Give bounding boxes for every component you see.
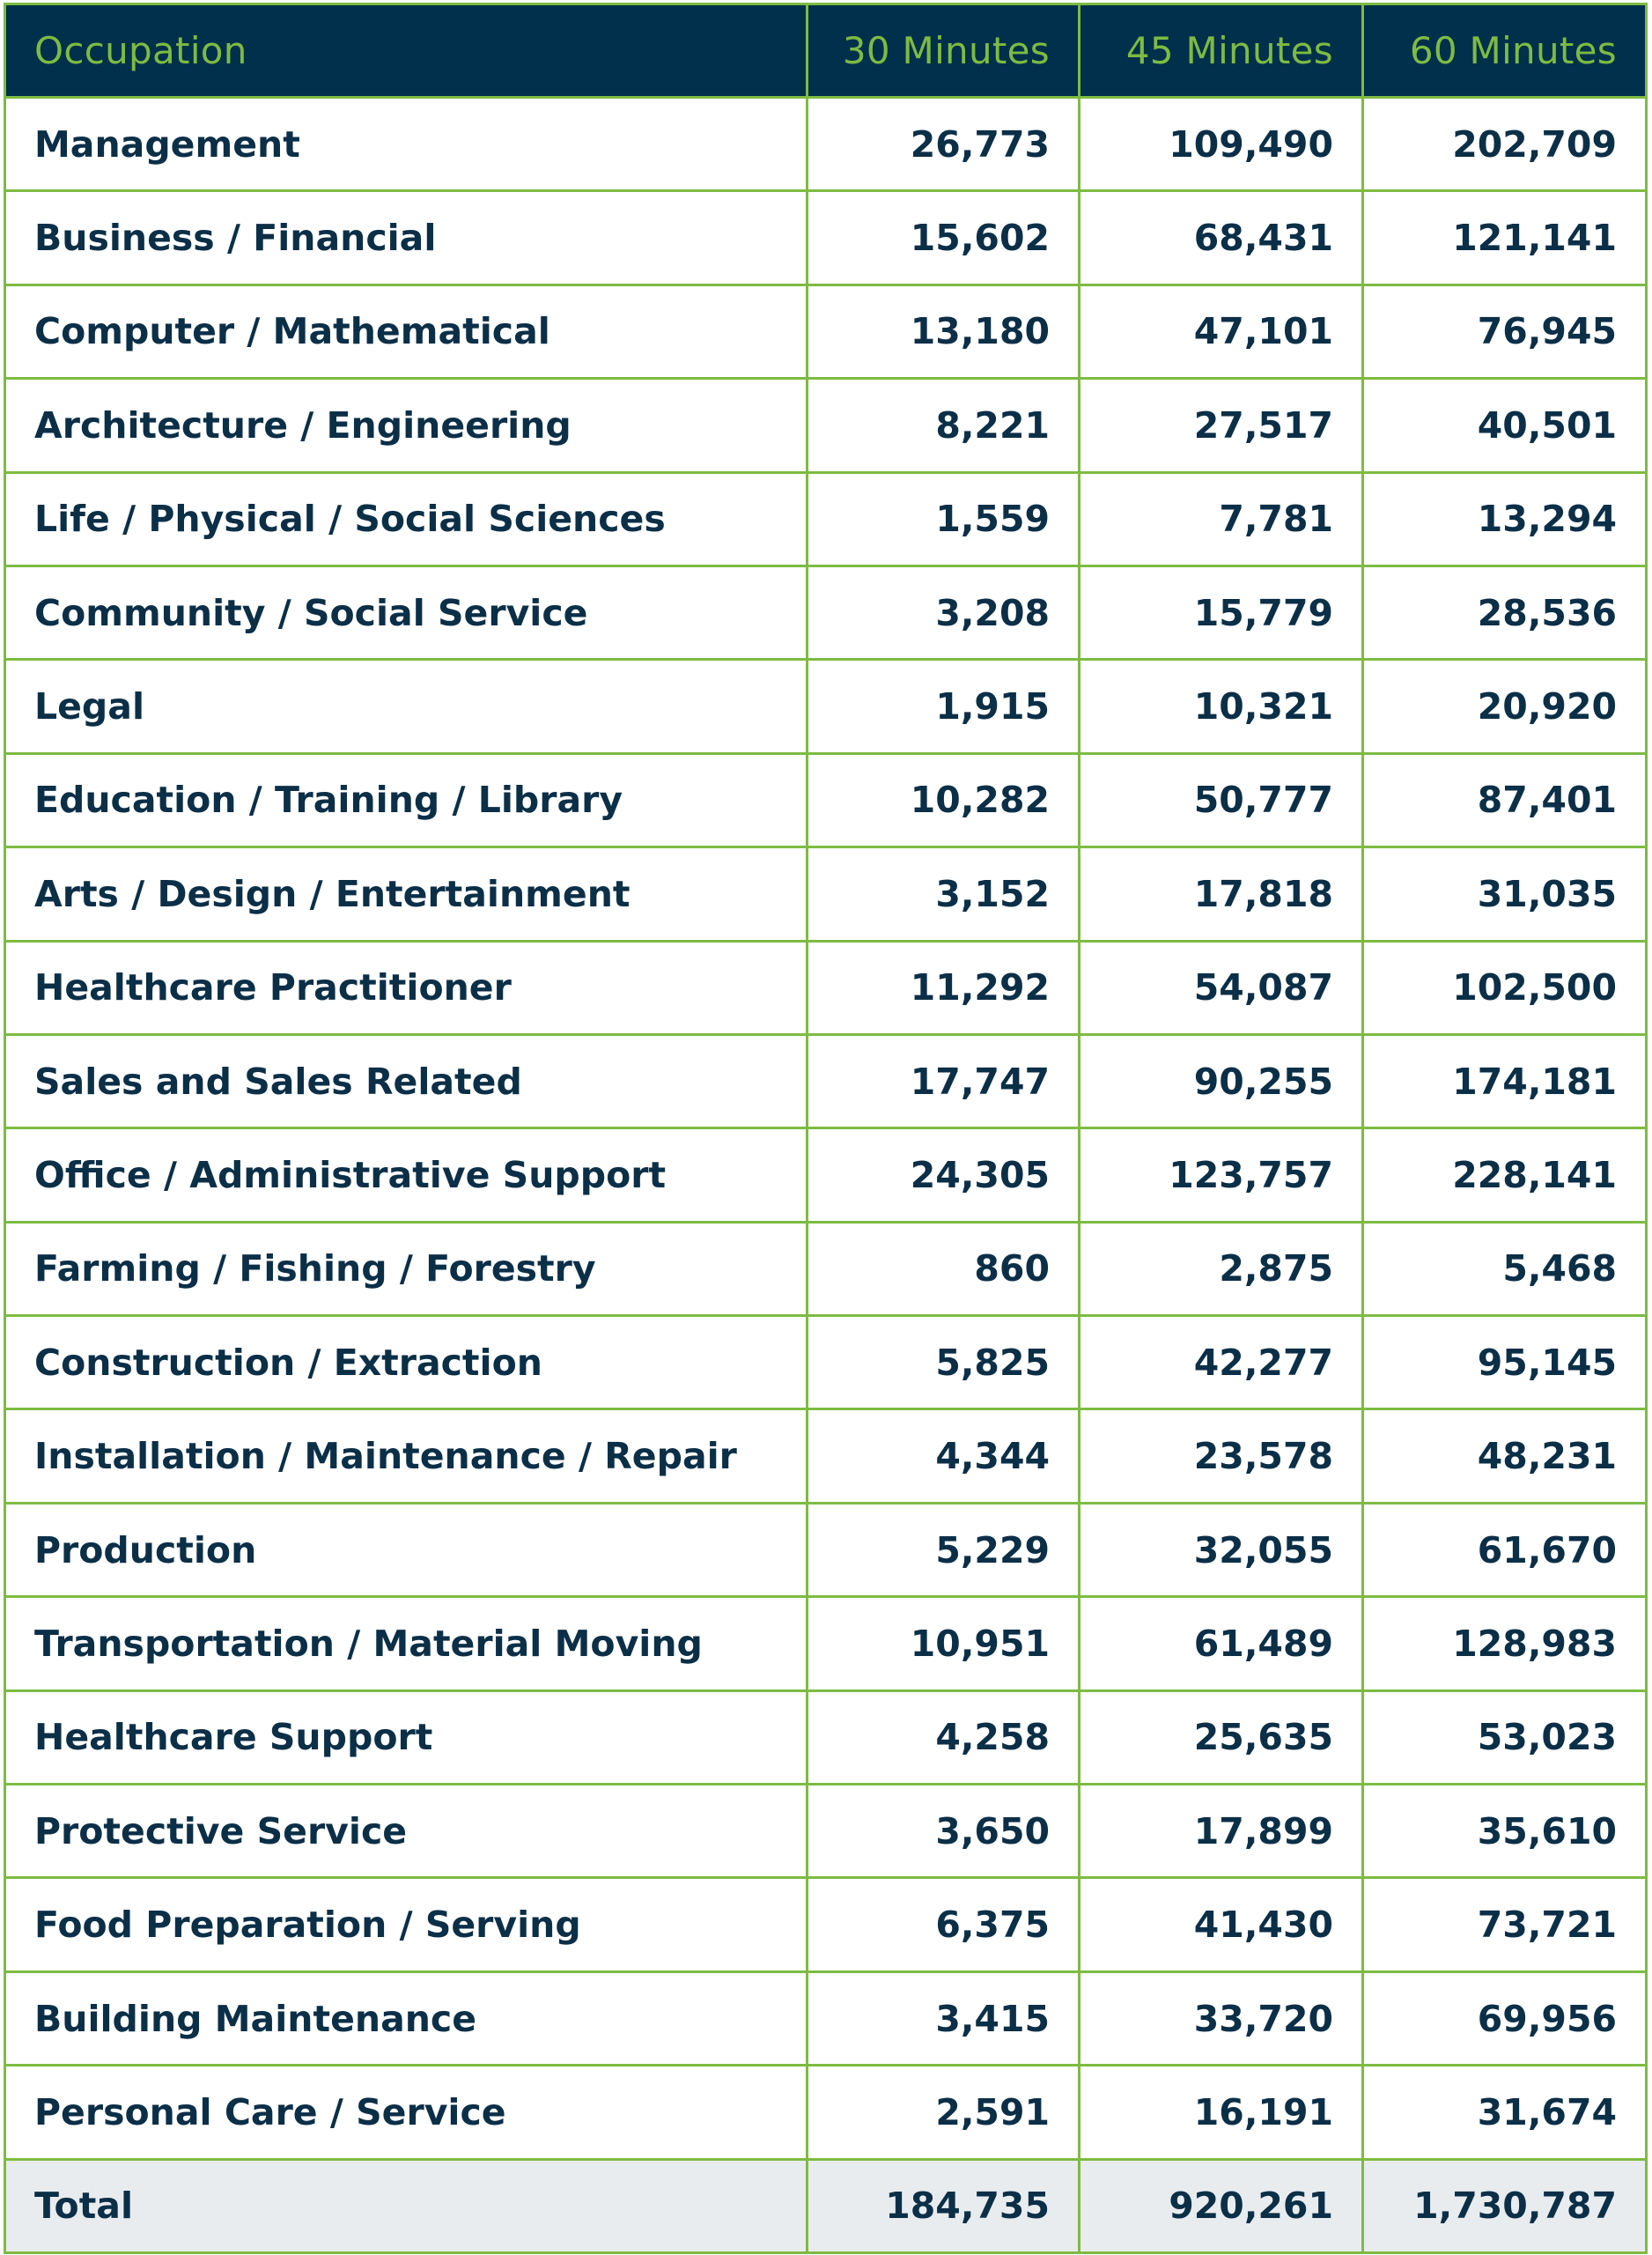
value-30-minutes-cell: 10,282 <box>808 753 1080 847</box>
value-30-minutes-cell: 4,258 <box>808 1690 1080 1784</box>
table-row <box>5 98 1647 191</box>
occupation-cell: Community / Social Service <box>5 566 808 659</box>
occupation-cell: Sales and Sales Related <box>5 1034 808 1128</box>
value-45-minutes-cell: 17,899 <box>1080 1785 1363 1878</box>
value-30-minutes-cell: 3,152 <box>808 847 1080 941</box>
value-45-minutes-cell: 68,431 <box>1080 191 1363 285</box>
value-45-minutes-cell: 90,255 <box>1080 1034 1363 1128</box>
occupation-cell: Office / Administrative Support <box>5 1128 808 1222</box>
header-occupation: Occupation <box>5 4 808 98</box>
occupation-cell: Architecture / Engineering <box>5 379 808 472</box>
table-row <box>5 1409 1647 1503</box>
occupation-cell: Installation / Maintenance / Repair <box>5 1409 808 1503</box>
table-row <box>5 1034 1647 1128</box>
value-45-minutes-cell: 2,875 <box>1080 1222 1363 1315</box>
occupation-cell: Farming / Fishing / Forestry <box>5 1222 808 1315</box>
value-60-minutes-cell: 31,674 <box>1363 2066 1647 2159</box>
value-60-minutes-cell: 28,536 <box>1363 566 1647 659</box>
occupation-cell: Building Maintenance <box>5 1971 808 2065</box>
table-row <box>5 847 1647 941</box>
occupation-cell: Life / Physical / Social Sciences <box>5 472 808 566</box>
occupation-cell: Legal <box>5 660 808 753</box>
occupation-cell: Production <box>5 1503 808 1596</box>
table-row <box>5 191 1647 285</box>
value-30-minutes-cell: 5,229 <box>808 1503 1080 1596</box>
table-row <box>5 472 1647 566</box>
value-45-minutes-cell: 25,635 <box>1080 1690 1363 1784</box>
value-45-minutes-cell: 27,517 <box>1080 379 1363 472</box>
value-60-minutes-cell: 61,670 <box>1363 1503 1647 1596</box>
value-45-minutes-cell: 33,720 <box>1080 1971 1363 2065</box>
value-60-minutes-cell: 202,709 <box>1363 98 1647 191</box>
value-30-minutes-cell: 1,559 <box>808 472 1080 566</box>
value-60-minutes-cell: 69,956 <box>1363 1971 1647 2065</box>
value-60-minutes-cell: 102,500 <box>1363 941 1647 1034</box>
total-30-minutes: 184,735 <box>808 2159 1080 2252</box>
value-30-minutes-cell: 3,208 <box>808 566 1080 659</box>
value-45-minutes-cell: 17,818 <box>1080 847 1363 941</box>
value-45-minutes-cell: 15,779 <box>1080 566 1363 659</box>
value-45-minutes-cell: 61,489 <box>1080 1597 1363 1690</box>
occupation-cell: Construction / Extraction <box>5 1316 808 1409</box>
value-30-minutes-cell: 17,747 <box>808 1034 1080 1128</box>
header-45-minutes: 45 Minutes <box>1080 4 1363 98</box>
occupation-cell: Management <box>5 98 808 191</box>
value-60-minutes-cell: 128,983 <box>1363 1597 1647 1690</box>
occupation-cell: Healthcare Support <box>5 1690 808 1784</box>
value-30-minutes-cell: 26,773 <box>808 98 1080 191</box>
table-row <box>5 566 1647 659</box>
value-45-minutes-cell: 32,055 <box>1080 1503 1363 1596</box>
occupation-commute-table <box>4 3 1648 2254</box>
table-row <box>5 660 1647 753</box>
value-60-minutes-cell: 228,141 <box>1363 1128 1647 1222</box>
value-30-minutes-cell: 4,344 <box>808 1409 1080 1503</box>
table-row <box>5 941 1647 1034</box>
value-45-minutes-cell: 109,490 <box>1080 98 1363 191</box>
occupation-cell: Business / Financial <box>5 191 808 285</box>
value-60-minutes-cell: 121,141 <box>1363 191 1647 285</box>
total-60-minutes: 1,730,787 <box>1363 2159 1647 2252</box>
value-60-minutes-cell: 174,181 <box>1363 1034 1647 1128</box>
value-30-minutes-cell: 2,591 <box>808 2066 1080 2159</box>
value-60-minutes-cell: 95,145 <box>1363 1316 1647 1409</box>
table-row <box>5 379 1647 472</box>
value-30-minutes-cell: 3,415 <box>808 1971 1080 2065</box>
value-45-minutes-cell: 50,777 <box>1080 753 1363 847</box>
value-45-minutes-cell: 54,087 <box>1080 941 1363 1034</box>
table-row <box>5 1690 1647 1784</box>
table-row <box>5 1785 1647 1878</box>
value-30-minutes-cell: 1,915 <box>808 660 1080 753</box>
value-45-minutes-cell: 123,757 <box>1080 1128 1363 1222</box>
table-row <box>5 2066 1647 2159</box>
occupation-cell: Transportation / Material Moving <box>5 1597 808 1690</box>
value-60-minutes-cell: 31,035 <box>1363 847 1647 941</box>
value-30-minutes-cell: 13,180 <box>808 285 1080 378</box>
value-30-minutes-cell: 10,951 <box>808 1597 1080 1690</box>
value-30-minutes-cell: 6,375 <box>808 1878 1080 1971</box>
table-row <box>5 1597 1647 1690</box>
table-row <box>5 1878 1647 1971</box>
table-row <box>5 1128 1647 1222</box>
value-45-minutes-cell: 7,781 <box>1080 472 1363 566</box>
value-45-minutes-cell: 23,578 <box>1080 1409 1363 1503</box>
value-60-minutes-cell: 13,294 <box>1363 472 1647 566</box>
total-label: Total <box>5 2159 808 2252</box>
value-60-minutes-cell: 48,231 <box>1363 1409 1647 1503</box>
value-45-minutes-cell: 16,191 <box>1080 2066 1363 2159</box>
occupation-cell: Personal Care / Service <box>5 2066 808 2159</box>
value-60-minutes-cell: 76,945 <box>1363 285 1647 378</box>
table-header-row <box>5 4 1647 98</box>
table-row <box>5 1316 1647 1409</box>
table-row <box>5 1503 1647 1596</box>
value-60-minutes-cell: 20,920 <box>1363 660 1647 753</box>
value-30-minutes-cell: 11,292 <box>808 941 1080 1034</box>
table-row <box>5 753 1647 847</box>
total-45-minutes: 920,261 <box>1080 2159 1363 2252</box>
header-60-minutes: 60 Minutes <box>1363 4 1647 98</box>
occupation-cell: Arts / Design / Entertainment <box>5 847 808 941</box>
table-row <box>5 1222 1647 1315</box>
header-30-minutes: 30 Minutes <box>808 4 1080 98</box>
value-45-minutes-cell: 10,321 <box>1080 660 1363 753</box>
occupation-cell: Education / Training / Library <box>5 753 808 847</box>
value-60-minutes-cell: 5,468 <box>1363 1222 1647 1315</box>
value-60-minutes-cell: 40,501 <box>1363 379 1647 472</box>
occupation-cell: Food Preparation / Serving <box>5 1878 808 1971</box>
value-45-minutes-cell: 42,277 <box>1080 1316 1363 1409</box>
value-30-minutes-cell: 5,825 <box>808 1316 1080 1409</box>
value-30-minutes-cell: 24,305 <box>808 1128 1080 1222</box>
value-60-minutes-cell: 73,721 <box>1363 1878 1647 1971</box>
value-30-minutes-cell: 15,602 <box>808 191 1080 285</box>
occupation-cell: Healthcare Practitioner <box>5 941 808 1034</box>
table-row <box>5 285 1647 378</box>
value-30-minutes-cell: 3,650 <box>808 1785 1080 1878</box>
occupation-cell: Computer / Mathematical <box>5 285 808 378</box>
value-45-minutes-cell: 41,430 <box>1080 1878 1363 1971</box>
value-60-minutes-cell: 53,023 <box>1363 1690 1647 1784</box>
value-45-minutes-cell: 47,101 <box>1080 285 1363 378</box>
value-60-minutes-cell: 35,610 <box>1363 1785 1647 1878</box>
total-row <box>5 2159 1647 2252</box>
value-30-minutes-cell: 8,221 <box>808 379 1080 472</box>
table-body <box>5 98 1647 2160</box>
table-row <box>5 1971 1647 2065</box>
value-30-minutes-cell: 860 <box>808 1222 1080 1315</box>
occupation-cell: Protective Service <box>5 1785 808 1878</box>
value-60-minutes-cell: 87,401 <box>1363 753 1647 847</box>
